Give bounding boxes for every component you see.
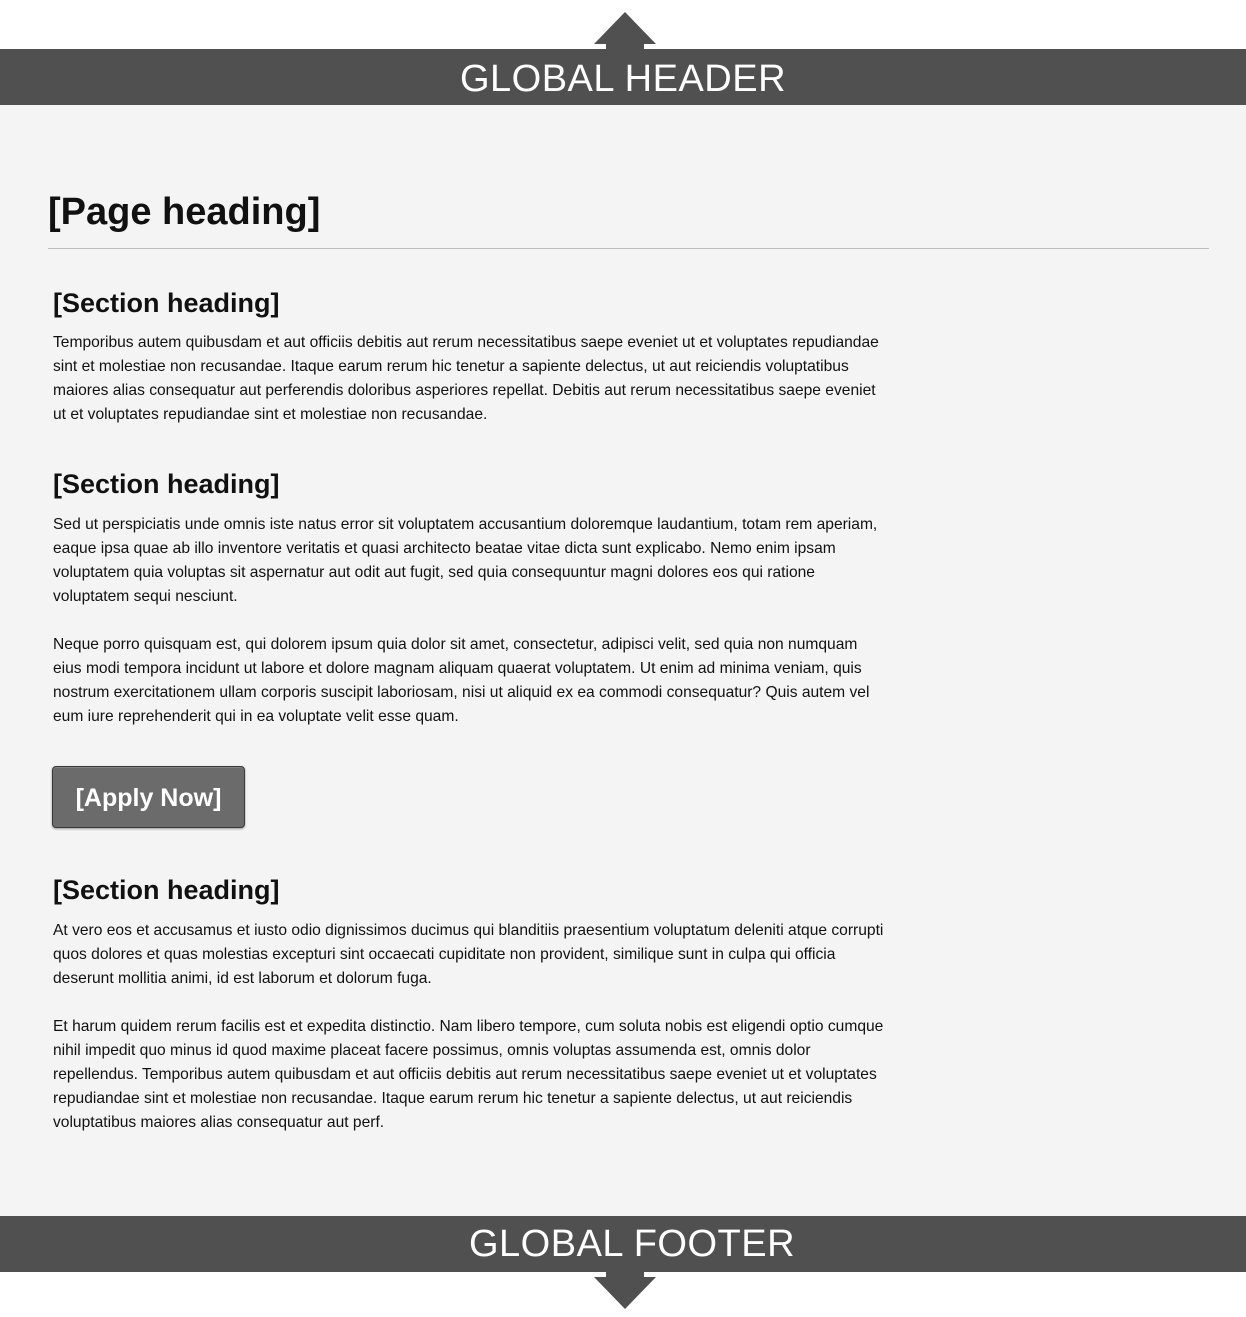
heading-divider: [48, 248, 1209, 249]
arrow-up-icon: [594, 12, 656, 49]
section-paragraph: Temporibus autem quibusdam et aut officiis debitis aut rerum necessitatibus saepe eveniet ut et voluptates repudiandae sint et molestiae non recusandae. Itaque earum rerum hic tenetur a sapiente delectus, ut aut reiciendis voluptatibus maiores alias consequatur aut perferendis doloribus asperiores repellat. Debitis aut rerum necessitatibus saepe eveniet ut et voluptates repudiandae sint et molestiae non recusandae.: [53, 334, 879, 423]
section-paragraph: Et harum quidem rerum facilis est et expedita distinctio. Nam libero tempore, cum soluta nobis est eligendi optio cumque nihil impedit quo minus id quod maxime placeat facere possimus, omnis voluptas assumenda est, omnis dolor repellendus. Temporibus autem quibusdam et aut officiis debitis aut rerum necessitatibus saepe eveniet ut et voluptates repudiandae sint et molestiae non recusandae. Itaque earum rerum hic tenetur a sapiente delectus, ut aut reiciendis voluptatibus maiores alias consequatur aut perf.: [53, 1018, 884, 1131]
section-heading: [Section heading]: [53, 288, 280, 318]
apply-now-button[interactable]: [Apply Now]: [52, 766, 245, 828]
section-heading: [Section heading]: [53, 875, 280, 905]
section-heading: [Section heading]: [53, 469, 280, 499]
section-paragraph: Sed ut perspiciatis unde omnis iste natus error sit voluptatem accusantium doloremque laudantium, totam rem aperiam, eaque ipsa quae ab illo inventore veritatis et quasi architecto beatae vitae dicta sunt explicabo. Nemo enim ipsam voluptatem quia voluptas sit aspernatur aut odit aut fugit, sed quia consequuntur magni dolores eos qui ratione voluptatem sequi nesciunt.: [53, 516, 878, 605]
arrow-down-icon: [594, 1272, 656, 1309]
main-content: [0, 105, 1246, 1216]
section-paragraph: At vero eos et accusamus et iusto odio dignissimos ducimus qui blanditiis praesentium voluptatum deleniti atque corrupti quos dolores et quas molestias excepturi sint occaecati cupiditate non provident, similique sunt in culpa qui officia deserunt mollitia animi, id est laborum et dolorum fuga.: [53, 922, 884, 987]
global-footer-label: GLOBAL FOOTER: [468, 1223, 796, 1265]
page-title: [Page heading]: [48, 191, 321, 233]
global-header-label: GLOBAL HEADER: [459, 58, 787, 100]
section-paragraph: Neque porro quisquam est, qui dolorem ipsum quia dolor sit amet, consectetur, adipisci velit, sed quia non numquam eius modi tempora incidunt ut labore et dolore magnam aliquam quaerat voluptatem. Ut enim ad minima veniam, quis nostrum exercitationem ullam corporis suscipit laboriosam, nisi ut aliquid ex ea commodi consequatur? Quis autem vel eum iure reprehenderit qui in ea voluptate velit esse quam.: [53, 636, 870, 725]
